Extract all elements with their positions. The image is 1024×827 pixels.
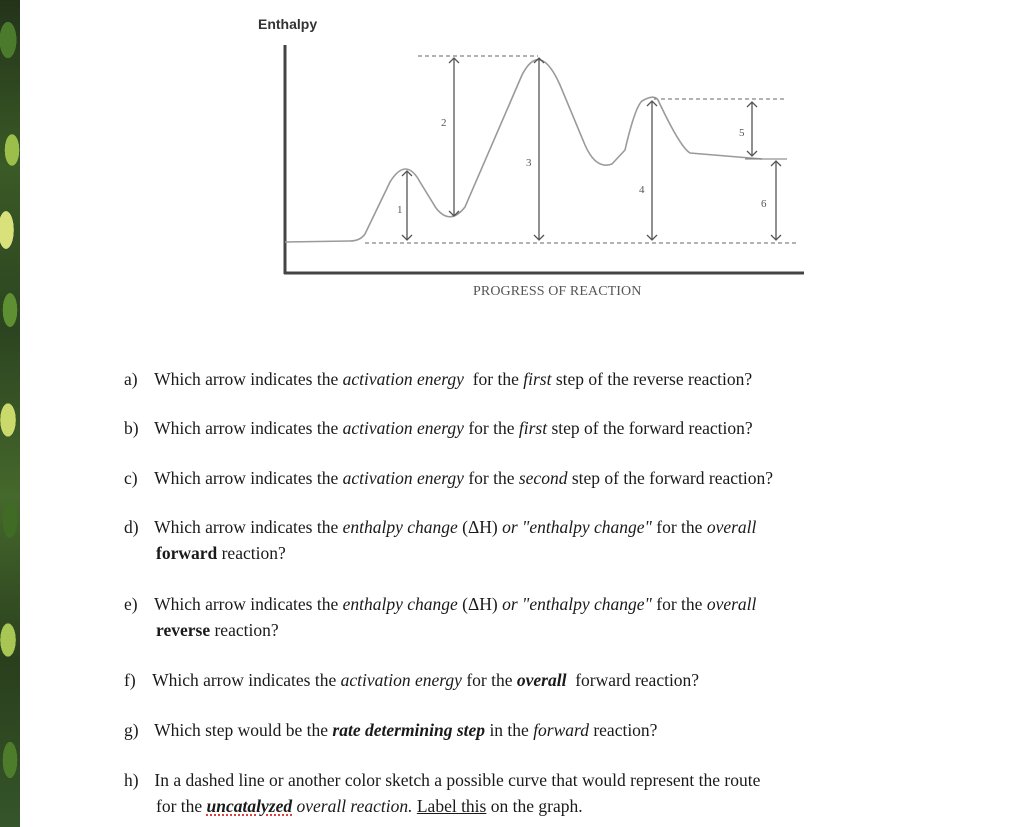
- question-d-continuation: [124, 540, 884, 566]
- question-f-text-2: for the: [461, 670, 517, 690]
- question-b: [124, 415, 884, 441]
- question-b-text-3: step of the forward reaction?: [547, 418, 753, 438]
- question-b-label: b): [124, 418, 139, 438]
- y-axis-label: Enthalpy: [258, 16, 318, 32]
- question-c-em-2: second: [518, 468, 568, 488]
- question-b-em-2: first: [518, 418, 548, 438]
- question-g-text-3: reaction?: [588, 720, 658, 740]
- question-a-em-1: activation energy: [342, 369, 464, 389]
- question-a-label: a): [124, 369, 138, 389]
- energy-diagram: [240, 10, 820, 310]
- question-h-bolditalic: uncatalyzed: [206, 796, 293, 816]
- question-g-em-1: forward: [533, 720, 589, 740]
- arrow-2-number: 2: [441, 117, 447, 129]
- question-e-text-3: for the: [651, 594, 707, 614]
- background-foliage-strip: [0, 0, 20, 827]
- question-d-bold: forward: [156, 543, 218, 563]
- question-d-text-2: (ΔH): [457, 517, 503, 537]
- question-f-em-1: activation energy: [340, 670, 462, 690]
- question-g-text-2: in the: [485, 720, 534, 740]
- question-e-bold: reverse: [156, 620, 211, 640]
- question-d-label: d): [124, 517, 139, 537]
- question-d-text-4: reaction?: [217, 543, 286, 563]
- question-b-em-1: activation energy: [342, 418, 464, 438]
- question-h-text-1: In a dashed line or another color sketch a possible curve that would represent the route: [154, 770, 761, 790]
- question-a-text-3: step of the reverse reaction?: [551, 369, 753, 389]
- arrow-6-number: 6: [761, 198, 767, 210]
- question-f-bolditalic: overall: [516, 670, 567, 690]
- question-d-text-3: for the: [651, 517, 707, 537]
- question-g-label: g): [124, 720, 139, 740]
- question-f-text-3: forward reaction?: [566, 670, 700, 690]
- question-c-text-1: Which arrow indicates the: [154, 468, 343, 488]
- question-f: [124, 667, 884, 693]
- question-e-text-4: reaction?: [210, 620, 279, 640]
- question-a: [124, 366, 884, 392]
- question-e-continuation: [124, 617, 884, 643]
- question-h-text-2: for the: [156, 796, 207, 816]
- question-d-text-1: Which arrow indicates the: [154, 517, 343, 537]
- question-d: [124, 514, 884, 566]
- question-d-em-2: or "enthalpy change": [502, 517, 652, 537]
- question-b-text-2: for the: [463, 418, 519, 438]
- question-h-underline: Label this: [416, 796, 487, 816]
- question-e-em-3: overall: [706, 594, 757, 614]
- question-c-label: c): [124, 468, 138, 488]
- question-d-em-1: enthalpy change: [342, 517, 458, 537]
- question-c-em-1: activation energy: [342, 468, 464, 488]
- question-g-text-1: Which step would be the: [154, 720, 333, 740]
- question-e: [124, 591, 884, 643]
- question-h-continuation: [124, 793, 884, 819]
- question-e-em-2: or "enthalpy change": [502, 594, 652, 614]
- question-c: [124, 465, 884, 491]
- question-h: [124, 767, 884, 819]
- arrow-3-number: 3: [526, 157, 532, 169]
- x-axis-label: PROGRESS OF REACTION: [473, 284, 642, 299]
- question-g: [124, 717, 884, 743]
- question-e-label: e): [124, 594, 138, 614]
- arrow-4-number: 4: [639, 184, 645, 196]
- arrow-5-number: 5: [739, 127, 745, 139]
- question-e-em-1: enthalpy change: [342, 594, 458, 614]
- question-e-text-2: (ΔH): [457, 594, 503, 614]
- arrow-1-number: 1: [397, 204, 403, 216]
- energy-curve: [285, 60, 762, 242]
- question-b-text-1: Which arrow indicates the: [154, 418, 343, 438]
- question-f-label: f): [124, 670, 136, 690]
- question-h-em-1: overall reaction.: [292, 796, 413, 816]
- question-a-text-1: Which arrow indicates the: [154, 369, 343, 389]
- question-c-text-2: for the: [463, 468, 519, 488]
- question-e-text-1: Which arrow indicates the: [154, 594, 343, 614]
- question-a-text-2: for the: [463, 369, 524, 389]
- question-h-label: h): [124, 770, 139, 790]
- question-c-text-3: step of the forward reaction?: [567, 468, 773, 488]
- question-d-em-3: overall: [706, 517, 757, 537]
- question-f-text-1: Which arrow indicates the: [152, 670, 341, 690]
- question-g-bolditalic: rate determining step: [332, 720, 486, 740]
- question-h-text-4: on the graph.: [486, 796, 583, 816]
- question-a-em-2: first: [523, 369, 552, 389]
